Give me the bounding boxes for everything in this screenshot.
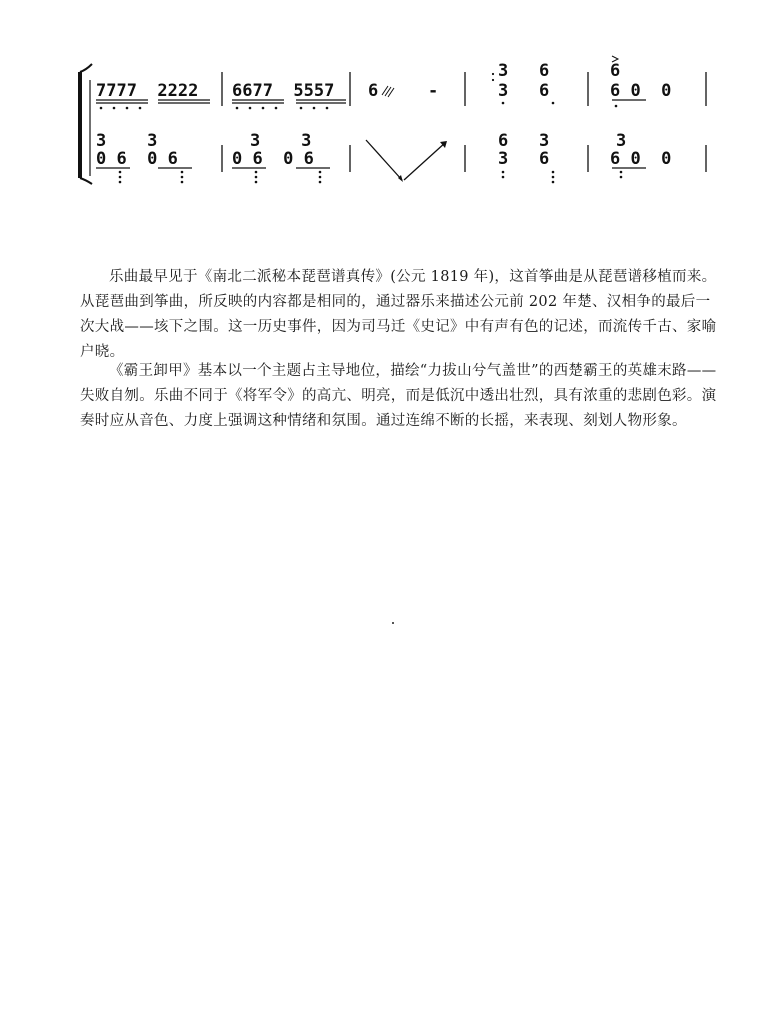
lower-measure-2-lower: 0 6 0 6	[232, 149, 314, 169]
upper-measure-4-top: 3 6	[498, 61, 550, 81]
paragraph-theme: 《霸王卸甲》基本以一个主题占主导地位，描绘“力拔山兮气盖世”的西楚霸王的英雄末路——失败自刎。乐曲不同于《将军令》的高亢、明亮，而是低沉中透出壮烈，具有浓重的悲剧色彩。演奏时应从音色、力度上强调这种情绪和氛围。通过连绵不断的长摇，来表现、刻划人物形象。	[80, 362, 717, 429]
paragraph-origin: 乐曲最早见于《南北二派秘本琵琶谱真传》(公元 1819 年)，这首筝曲是从琵琶谱移植而来。从琵琶曲到筝曲，所反映的内容都是相同的，通过器乐来描述公元前 202 年楚、汉相争的最后一次大战——垓下之围。这一历史事件，因为司马迁《史记》中有声有色的记述，而流传千古、家喻户晓。	[80, 268, 717, 360]
upper-measure-5-bottom: 6 0 0	[610, 81, 672, 101]
lower-measure-2-upper: 3 3	[250, 131, 312, 151]
lower-measure-1-lower: 0 6 0 6	[96, 149, 178, 169]
glissando-up-arrow	[404, 142, 446, 180]
lower-measure-5-lower: 6 0 0	[610, 149, 672, 169]
upper-measure-3-dash: -	[428, 81, 439, 101]
lower-measure-1-upper: 3 3	[96, 131, 158, 151]
lower-measure-4-upper: 6 3	[498, 131, 550, 151]
upper-measure-3-note: 6	[368, 81, 379, 101]
upper-measure-1: 7777 2222	[96, 81, 199, 101]
glissando-down-arrow	[366, 140, 402, 180]
upper-measure-4-bottom: 3 6	[498, 81, 550, 101]
upper-measure-5-top: 6	[610, 61, 621, 81]
music-score	[0, 0, 772, 200]
lower-measure-4-lower: 3 6	[498, 149, 550, 169]
upper-measure-2: 6677 5557	[232, 81, 335, 101]
scan-speck	[392, 622, 394, 624]
lower-measure-5-upper: 3	[616, 131, 627, 151]
